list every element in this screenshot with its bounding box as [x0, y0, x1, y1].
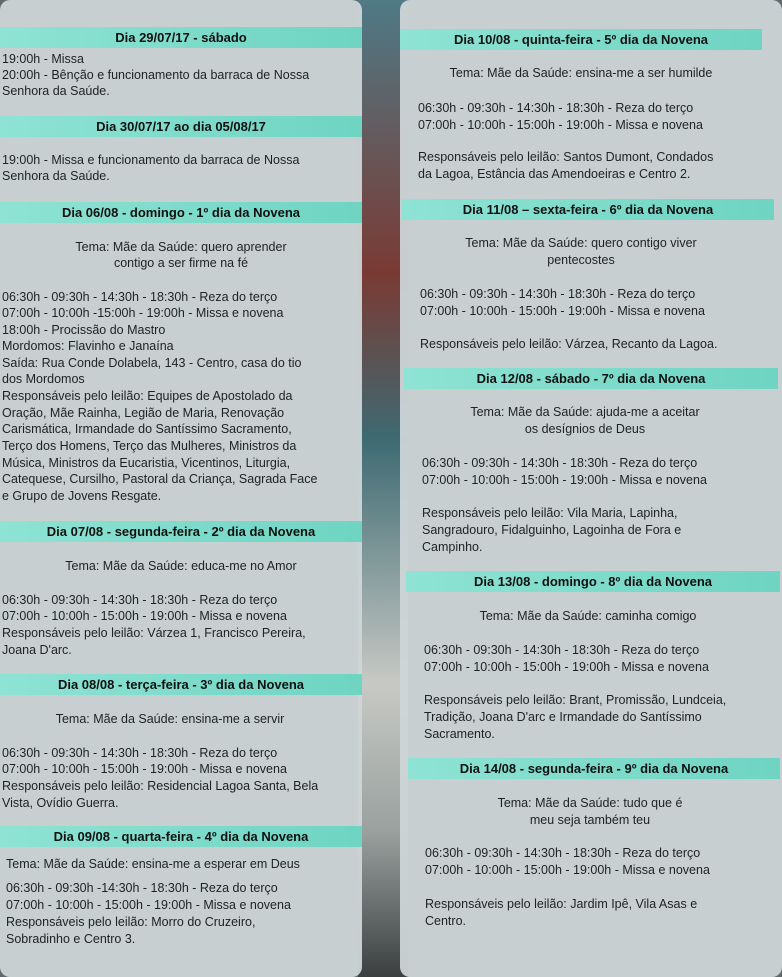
schedule-line: Responsáveis pelo leilão: Morro do Cruzeiro,	[6, 915, 256, 929]
section-header: Dia 11/08 – sexta-feira - 6º dia da Novena	[402, 199, 774, 220]
schedule-line: Saída: Rua Conde Dolabela, 143 - Centro, casa do tio	[2, 356, 302, 370]
schedule-line: Responsáveis pelo leilão: Brant, Promissão, Lundceia,	[424, 693, 727, 707]
schedule-line: Senhora da Saúde.	[2, 84, 110, 98]
schedule-line: Catequese, Cursilho, Pastoral da Criança, Sagrada Face	[2, 472, 318, 486]
section-header: Dia 14/08 - segunda-feira - 9º dia da Novena	[408, 758, 780, 779]
schedule-line: 06:30h - 09:30h - 14:30h - 18:30h - Reza do terço	[420, 287, 696, 301]
schedule-line: 07:00h - 10:00h - 15:00h - 19:00h - Missa e novena	[2, 609, 287, 623]
schedule-line: Centro.	[425, 914, 466, 928]
schedule-line: Sangradouro, Fidalguinho, Lagoinha de Fora e	[422, 523, 682, 537]
tema-line: Tema: Mãe da Saúde: educa-me no Amor	[65, 559, 297, 573]
schedule-line: 06:30h - 09:30h - 14:30h - 18:30h - Reza do terço	[2, 290, 278, 304]
schedule-line: Joana D'arc.	[2, 643, 72, 657]
schedule-line: Responsáveis pelo leilão: Jardim Ipê, Vila Asas e	[425, 897, 698, 911]
schedule-line: 07:00h - 10:00h -15:00h - 19:00h - Missa e novena	[2, 306, 284, 320]
schedule-line: Carismática, Irmandade do Santíssimo Sacramento,	[2, 422, 292, 436]
schedule-line: 19:00h - Missa	[2, 52, 84, 66]
section-header: Dia 10/08 - quinta-feira - 5º dia da Novena	[400, 29, 762, 50]
schedule-line: 06:30h - 09:30h - 14:30h - 18:30h - Reza do terço	[2, 746, 278, 760]
schedule-line: Sobradinho e Centro 3.	[6, 932, 136, 946]
schedule-line: 07:00h - 10:00h - 15:00h - 19:00h - Missa e novena	[2, 762, 287, 776]
schedule-line: 06:30h - 09:30h - 14:30h - 18:30h - Reza do terço	[422, 456, 698, 470]
schedule-line: Responsáveis pelo leilão: Residencial Lagoa Santa, Bela	[2, 779, 319, 793]
tema-line: Tema: Mãe da Saúde: caminha comigo	[479, 609, 697, 623]
schedule-line: 07:00h - 10:00h - 15:00h - 19:00h - Missa e novena	[6, 898, 291, 912]
schedule-line: Terço dos Homens, Terço das Mulheres, Ministros da	[2, 439, 297, 453]
schedule-line: Vista, Ovídio Guerra.	[2, 796, 119, 810]
schedule-line: Sacramento.	[424, 727, 495, 741]
schedule-line: 18:00h - Procissão do Mastro	[2, 323, 166, 337]
schedule-line: Senhora da Saúde.	[2, 169, 110, 183]
schedule-line: Responsáveis pelo leilão: Vila Maria, Lapinha,	[422, 506, 678, 520]
schedule-line: Música, Ministros da Eucaristia, Vicentinos, Liturgia,	[2, 456, 291, 470]
schedule-card-left	[0, 0, 362, 977]
tema-line: Tema: Mãe da Saúde: ensina-me a ser humilde	[449, 66, 713, 80]
schedule-line: 07:00h - 10:00h - 15:00h - 19:00h - Missa e novena	[424, 660, 709, 674]
schedule-line: Responsáveis pelo leilão: Santos Dumont, Condados	[418, 150, 714, 164]
section-header: Dia 30/07/17 ao dia 05/08/17	[0, 116, 362, 137]
schedule-line: 07:00h - 10:00h - 15:00h - 19:00h - Missa e novena	[420, 304, 705, 318]
tema-line: Tema: Mãe da Saúde: quero aprender	[75, 240, 287, 254]
tema-line: meu seja também teu	[529, 813, 651, 827]
schedule-line: 06:30h - 09:30h - 14:30h - 18:30h - Reza do terço	[425, 846, 701, 860]
section-header: Dia 07/08 - segunda-feira - 2º dia da Novena	[0, 521, 362, 542]
schedule-line: Tradição, Joana D'arc e Irmandade do Santíssimo	[424, 710, 702, 724]
section-header: Dia 29/07/17 - sábado	[0, 27, 362, 48]
schedule-line: Responsáveis pelo leilão: Várzea 1, Francisco Pereira,	[2, 626, 306, 640]
schedule-line: 06:30h - 09:30h - 14:30h - 18:30h - Reza do terço	[2, 593, 278, 607]
schedule-line: 06:30h - 09:30h - 14:30h - 18:30h - Reza do terço	[424, 643, 700, 657]
tema-line: Tema: Mãe da Saúde: tudo que é	[497, 796, 683, 810]
section-header: Dia 12/08 - sábado - 7º dia da Novena	[404, 368, 778, 389]
tema-line: contigo a ser firme na fé	[113, 256, 249, 270]
section-header: Dia 06/08 - domingo - 1º dia da Novena	[0, 202, 362, 223]
tema-line: pentecostes	[547, 253, 615, 267]
schedule-line: 07:00h - 10:00h - 15:00h - 19:00h - Missa e novena	[425, 863, 710, 877]
section-header: Dia 13/08 - domingo - 8º dia da Novena	[406, 571, 780, 592]
schedule-line: Oração, Mãe Rainha, Legião de Maria, Renovação	[2, 406, 285, 420]
schedule-line: 07:00h - 10:00h - 15:00h - 19:00h - Missa e novena	[418, 118, 703, 132]
schedule-line: 19:00h - Missa e funcionamento da barraca de Nossa	[2, 153, 300, 167]
schedule-line: Campinho.	[422, 540, 483, 554]
schedule-line: Mordomos: Flavinho e Janaína	[2, 339, 174, 353]
schedule-line: 06:30h - 09:30h -14:30h - 18:30h - Reza do terço	[6, 881, 278, 895]
tema-line: os desígnios de Deus	[524, 422, 646, 436]
schedule-line: 07:00h - 10:00h - 15:00h - 19:00h - Missa e novena	[422, 473, 707, 487]
schedule-line: e Grupo de Jovens Resgate.	[2, 489, 162, 503]
section-header: Dia 08/08 - terça-feira - 3º dia da Novena	[0, 674, 362, 695]
section-header: Dia 09/08 - quarta-feira - 4º dia da Novena	[0, 826, 362, 847]
schedule-line: 20:00h - Bênção e funcionamento da barraca de Nossa	[2, 68, 310, 82]
tema-line: Tema: Mãe da Saúde: ensina-me a servir	[55, 712, 285, 726]
tema-line: Tema: Mãe da Saúde: quero contigo viver	[465, 236, 697, 250]
schedule-line: da Lagoa, Estância das Amendoeiras e Centro 2.	[418, 167, 691, 181]
tema-line: Tema: Mãe da Saúde: ensina-me a esperar em Deus	[6, 857, 300, 871]
schedule-card-right	[400, 0, 782, 977]
tema-line: Tema: Mãe da Saúde: ajuda-me a aceitar	[470, 405, 700, 419]
schedule-line: Responsáveis pelo leilão: Equipes de Apostolado da	[2, 389, 293, 403]
schedule-line: dos Mordomos	[2, 372, 85, 386]
schedule-line: Responsáveis pelo leilão: Várzea, Recanto da Lagoa.	[420, 337, 718, 351]
schedule-line: 06:30h - 09:30h - 14:30h - 18:30h - Reza do terço	[418, 101, 694, 115]
